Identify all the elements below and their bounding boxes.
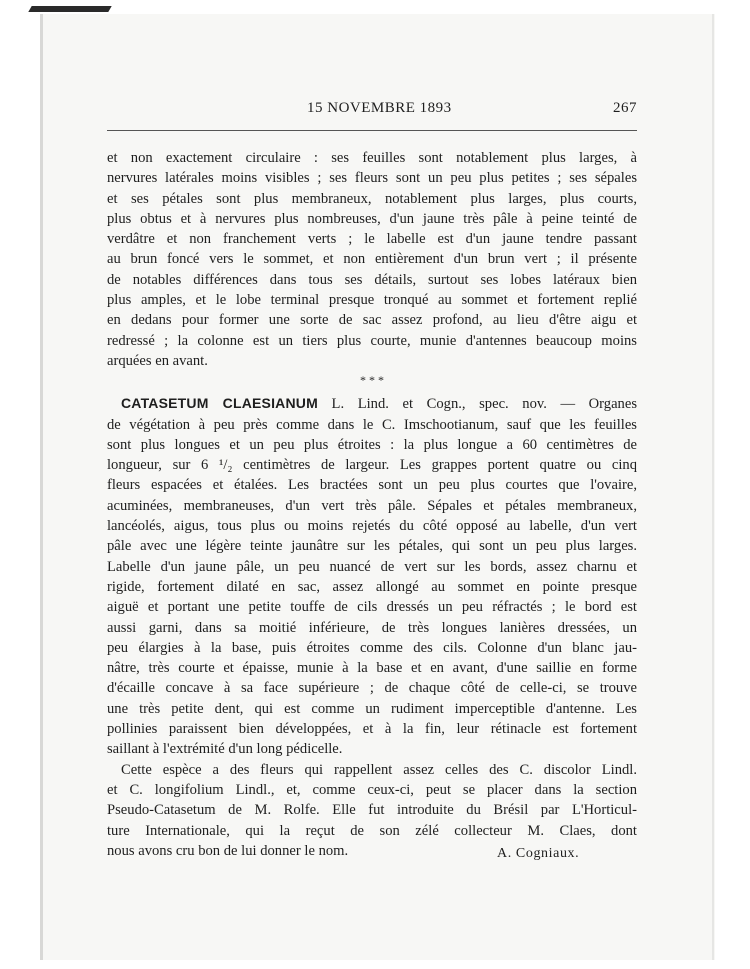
text-line: et ses pétales sont plus membraneux, notablement plus larges, plus courts, bbox=[107, 190, 637, 207]
page-number: 267 bbox=[613, 100, 637, 116]
text-line: longueur, sur 6 ¹/₂ centimètres de largeur. Les grappes portent quatre ou cinq bbox=[107, 457, 637, 474]
text-line: pâle avec une légère teinte jaunâtre sur les pétales, qui sont un peu plus larges. bbox=[107, 538, 637, 555]
text-line: nâtre, très courte et épaisse, munie à la base et en avant, d'une saillie en forme bbox=[107, 660, 637, 677]
text-line: et non exactement circulaire : ses feuilles sont notablement plus larges, à bbox=[107, 150, 637, 166]
text-line: rigide, fortement dilaté en sac, assez allongé au sommet en pointe presque bbox=[107, 578, 637, 595]
text-line: une très petite dent, qui est comme un rudiment imperceptible d'antenne. Les bbox=[107, 700, 637, 717]
text-line: de notables différences dans tous ses détails, surtout ses lobes latéraux bien bbox=[107, 271, 637, 288]
header-date: 15 NOVEMBRE 1893 bbox=[307, 100, 452, 116]
text-line: d'écaille concave à sa face supérieure ; de chaque côté de celle-ci, se trouve bbox=[107, 680, 637, 697]
text-line: fleurs espacées et étalées. Les bractées sont un peu plus courtes que l'ovaire, bbox=[107, 477, 637, 494]
text-line: et C. longifolium Lindl., et, comme ceux-ci, peut se placer dans la section bbox=[107, 781, 637, 798]
text-line: ture Internationale, qui la reçut de son zélé collecteur M. Claes, dont bbox=[107, 822, 637, 839]
text-line: en dedans pour former une sorte de sac assez profond, au lieu d'être aigu et bbox=[107, 312, 637, 329]
paragraph-continuation bbox=[107, 148, 637, 371]
page-edge bbox=[712, 14, 714, 960]
text-line: acuminées, membraneuses, d'un vert très pâle. Sépales et pétales membraneux, bbox=[107, 497, 637, 514]
text-line: Pseudo-Catasetum de M. Rolfe. Elle fut introduite du Brésil par L'Horticul- bbox=[107, 802, 637, 819]
running-header bbox=[107, 100, 637, 140]
text-line: verdâtre et non franchement verts ; le labelle est d'un jaune tendre passant bbox=[107, 231, 637, 248]
header-rule bbox=[107, 130, 637, 131]
text-line: saillant à l'extrémité d'un long pédicelle. bbox=[107, 741, 343, 758]
species-authority: L. Lind. et Cogn., spec. nov. — Organes bbox=[317, 396, 637, 413]
text-line: plus obtus et à nervures plus nombreuses, d'un jaune très pâle à peine teinté de bbox=[107, 210, 637, 227]
section-separator: * * * bbox=[360, 373, 384, 388]
text-line: nervures latérales moins visibles ; ses fleurs sont un peu plus petites ; ses sépales bbox=[107, 170, 637, 187]
text-line: aussi garni, dans sa moitié inférieure, de très longues lanières dressées, un bbox=[107, 619, 637, 636]
species-description bbox=[107, 393, 637, 759]
scan-corner-mark bbox=[28, 6, 111, 12]
text-line: sont plus longues et un peu plus étroites : la plus longue a 60 centimètres de bbox=[107, 436, 637, 453]
text-line: aiguë et portant une petite touffe de cils dressés un peu réfractés ; le bord est bbox=[107, 599, 637, 616]
text-line: au brun foncé vers le sommet, et non entièrement d'un brun vert ; il présente bbox=[107, 251, 637, 268]
text-line bbox=[107, 393, 637, 414]
page-body bbox=[107, 148, 637, 861]
text-line: nous avons cru bon de lui donner le nom. bbox=[107, 842, 349, 859]
author-signature: A. Cogniaux. bbox=[497, 846, 580, 861]
text-line: pollinies paraissent bien développées, et à la fin, leur rétinacle est fortement bbox=[107, 721, 637, 738]
text-line: de végétation à peu près comme dans le C. Imschootianum, sauf que les feuilles bbox=[107, 416, 637, 433]
text-line: arquées en avant. bbox=[107, 352, 208, 369]
text-line: plus amples, et le lobe terminal presque tronqué au sommet et fortement replié bbox=[107, 292, 637, 309]
text-line: peu élargies à la base, puis étroites comme des cils. Colonne d'un blanc jau- bbox=[107, 639, 637, 656]
text-line: Labelle d'un jaune pâle, un peu nuancé de vert sur les bords, assez charnu et bbox=[107, 558, 637, 575]
species-name: CATASETUM CLAESIANUM bbox=[121, 395, 318, 412]
text-line: redressé ; la colonne est un tiers plus courte, munie d'antennes beaucoup moins bbox=[107, 332, 637, 349]
text-line: lancéolés, aigus, tous plus ou moins rejetés du côté opposé au labelle, d'un vert bbox=[107, 518, 637, 535]
text-line: Cette espèce a des fleurs qui rappellent assez celles des C. discolor Lindl. bbox=[121, 761, 637, 778]
